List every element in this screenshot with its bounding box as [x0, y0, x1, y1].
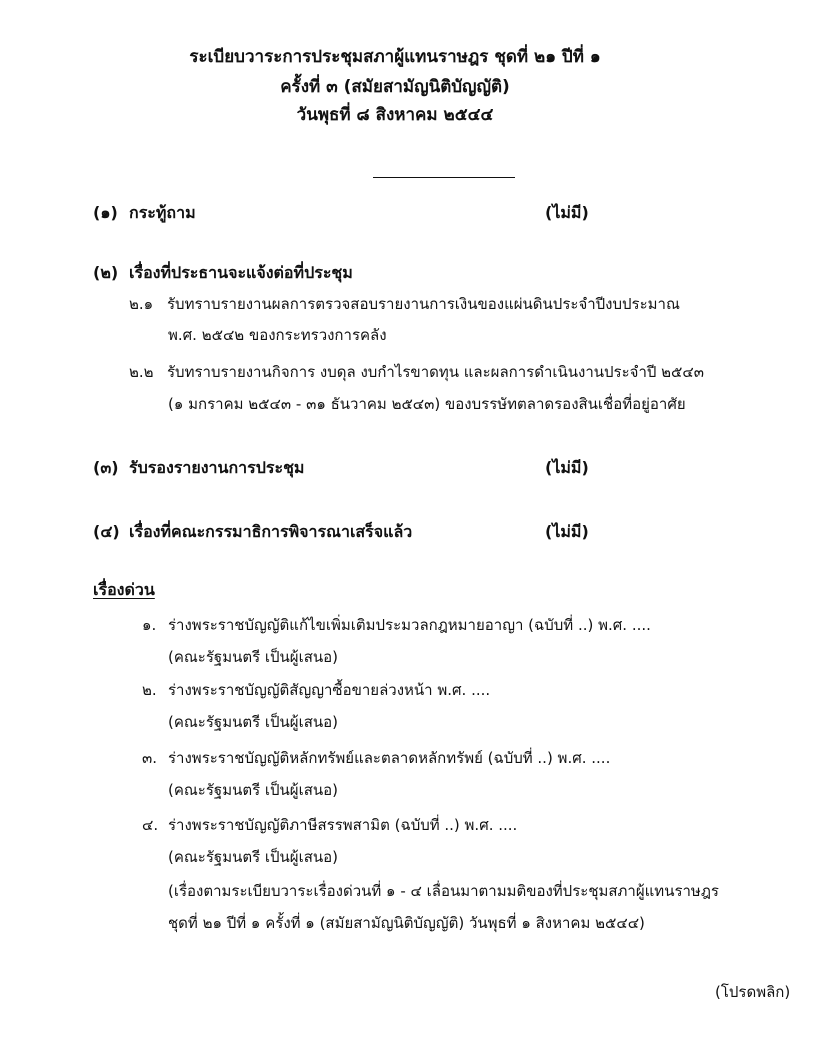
- section-2-title: เรื่องที่ประธานจะแจ้งต่อที่ประชุม: [129, 263, 353, 282]
- urgent-item-1-proposer: (คณะรัฐมนตรี เป็นผู้เสนอ): [168, 648, 338, 666]
- item-2-2-line1: รับทราบรายงานกิจการ งบดุล งบกำไรขาดทุน และผลการดำเนินงานประจำปี ๒๕๔๓: [167, 363, 705, 381]
- urgent-item-2-proposer: (คณะรัฐมนตรี เป็นผู้เสนอ): [168, 713, 338, 731]
- urgent-note-line1: (เรื่องตามระเบียบวาระเรื่องด่วนที่ ๑ - ๔ เลื่อนมาตามมติของที่ประชุมสภาผู้แทนราษฎร: [168, 882, 719, 900]
- urgent-item-3-proposer: (คณะรัฐมนตรี เป็นผู้เสนอ): [168, 781, 338, 799]
- item-2-1-line2: พ.ศ. ๒๕๔๒ ของกระทรวงการคลัง: [168, 326, 387, 344]
- urgent-item-4-proposer: (คณะรัฐมนตรี เป็นผู้เสนอ): [168, 848, 338, 866]
- urgent-note-line2: ชุดที่ ๒๑ ปีที่ ๑ ครั้งที่ ๑ (สมัยสามัญนิติบัญญัติ) วันพุธที่ ๑ สิงหาคม ๒๕๔๔): [168, 914, 645, 932]
- section-4-title: เรื่องที่คณะกรรมาธิการพิจารณาเสร็จแล้ว: [129, 522, 413, 541]
- urgent-item-1-number: ๑.: [142, 616, 157, 634]
- urgent-heading: เรื่องด่วน: [93, 580, 155, 599]
- agenda-date: วันพุธที่ ๘ สิงหาคม ๒๕๔๔: [296, 105, 494, 125]
- agenda-title-line1: ระเบียบวาระการประชุมสภาผู้แทนราษฎร ชุดที่ ๒๑ ปีที่ ๑: [189, 47, 601, 67]
- section-1-status: (ไม่มี): [545, 203, 589, 222]
- section-4-status: (ไม่มี): [545, 522, 589, 541]
- section-4-number: (๔): [93, 522, 120, 541]
- urgent-item-4-title: ร่างพระราชบัญญัติภาษีสรรพสามิต (ฉบับที่ ..) พ.ศ. ....: [168, 816, 518, 834]
- urgent-item-2-number: ๒.: [142, 681, 157, 699]
- item-2-1-number: ๒.๑: [129, 295, 154, 313]
- section-3-title: รับรองรายงานการประชุม: [129, 458, 305, 477]
- section-3-number: (๓): [93, 458, 119, 477]
- section-1-number: (๑): [93, 203, 118, 222]
- item-2-2-line2: (๑ มกราคม ๒๕๔๓ - ๓๑ ธันวาคม ๒๕๔๓) ของบรรษัทตลาดรองสินเชื่อที่อยู่อาศัย: [168, 395, 686, 413]
- urgent-item-1-title: ร่างพระราชบัญญัติแก้ไขเพิ่มเติมประมวลกฎหมายอาญา (ฉบับที่ ..) พ.ศ. ....: [168, 616, 651, 634]
- item-2-1-line1: รับทราบรายงานผลการตรวจสอบรายงานการเงินของแผ่นดินประจำปีงบประมาณ: [167, 295, 680, 313]
- urgent-item-3-number: ๓.: [142, 749, 158, 767]
- urgent-item-2-title: ร่างพระราชบัญญัติสัญญาซื้อขายล่วงหน้า พ.ศ. ....: [168, 681, 491, 699]
- section-1-title: กระทู้ถาม: [129, 203, 196, 222]
- urgent-item-3-title: ร่างพระราชบัญญัติหลักทรัพย์และตลาดหลักทรัพย์ (ฉบับที่ ..) พ.ศ. ....: [168, 749, 611, 767]
- turn-over-note: (โปรดพลิก): [715, 983, 791, 1001]
- header-divider: [373, 177, 515, 178]
- urgent-item-4-number: ๔.: [142, 816, 159, 834]
- section-3-status: (ไม่มี): [545, 458, 589, 477]
- item-2-2-number: ๒.๒: [129, 363, 154, 381]
- section-2-number: (๒): [93, 263, 119, 282]
- agenda-title-line2: ครั้งที่ ๓ (สมัยสามัญนิติบัญญัติ): [280, 77, 510, 97]
